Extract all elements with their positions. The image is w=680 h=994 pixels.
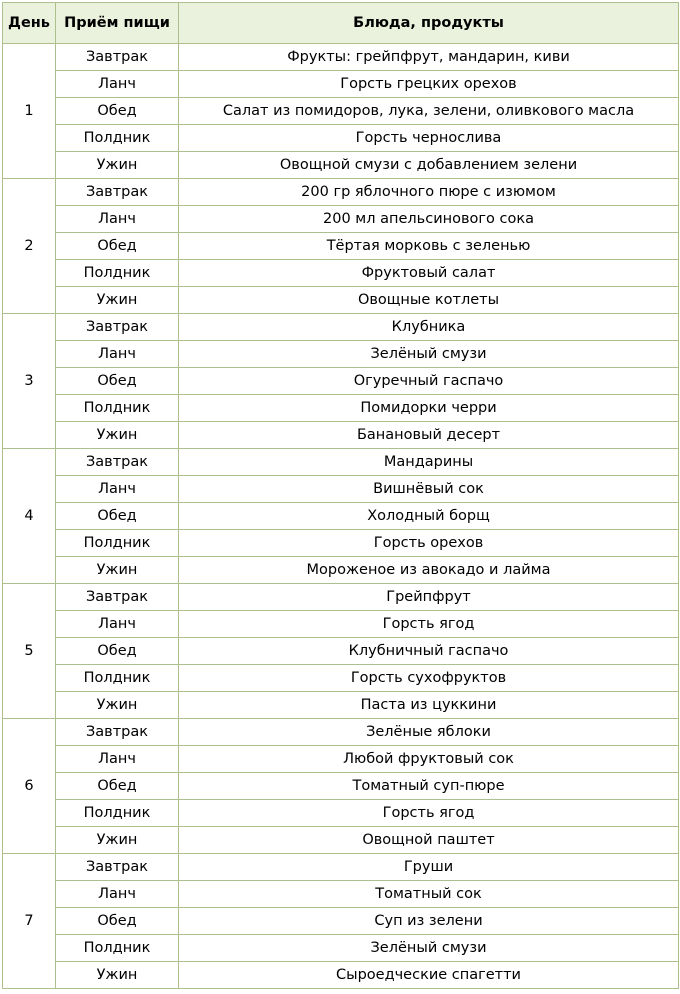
meal-cell: Обед	[56, 233, 179, 260]
meal-cell: Завтрак	[56, 854, 179, 881]
table-row	[3, 908, 679, 935]
table-row	[3, 935, 679, 962]
day-number-cell: 1	[3, 44, 56, 179]
day-number-cell: 3	[3, 314, 56, 449]
meal-cell: Обед	[56, 638, 179, 665]
dish-cell: Салат из помидоров, лука, зелени, оливкового масла	[179, 98, 679, 125]
table-row	[3, 152, 679, 179]
table-row	[3, 476, 679, 503]
table-row	[3, 746, 679, 773]
meal-cell: Полдник	[56, 125, 179, 152]
meal-cell: Ланч	[56, 206, 179, 233]
dish-cell: Фрукты: грейпфрут, мандарин, киви	[179, 44, 679, 71]
dish-cell: Горсть сухофруктов	[179, 665, 679, 692]
table-row	[3, 71, 679, 98]
table-row	[3, 962, 679, 989]
meal-cell: Завтрак	[56, 449, 179, 476]
meal-cell: Обед	[56, 773, 179, 800]
meal-cell: Полдник	[56, 935, 179, 962]
day-number-cell: 6	[3, 719, 56, 854]
dish-cell: Горсть ягод	[179, 611, 679, 638]
table-row	[3, 125, 679, 152]
meal-cell: Ужин	[56, 152, 179, 179]
dish-cell: Мороженое из авокадо и лайма	[179, 557, 679, 584]
dish-cell: Клубника	[179, 314, 679, 341]
table-row	[3, 638, 679, 665]
table-row	[3, 287, 679, 314]
table-row	[3, 422, 679, 449]
table-row	[3, 611, 679, 638]
meal-cell: Ужин	[56, 692, 179, 719]
dish-cell: Зелёные яблоки	[179, 719, 679, 746]
table-row	[3, 665, 679, 692]
meal-cell: Завтрак	[56, 584, 179, 611]
meal-cell: Ужин	[56, 962, 179, 989]
table-row	[3, 341, 679, 368]
dish-cell: Зелёный смузи	[179, 341, 679, 368]
meal-cell: Завтрак	[56, 44, 179, 71]
table-header-row	[3, 3, 679, 44]
table-row	[3, 179, 679, 206]
dish-cell: Сыроедческие спагетти	[179, 962, 679, 989]
meal-cell: Обед	[56, 98, 179, 125]
dish-cell: Горсть ягод	[179, 800, 679, 827]
dish-cell: Зелёный смузи	[179, 935, 679, 962]
dish-cell: Овощной паштет	[179, 827, 679, 854]
dish-cell: Грейпфрут	[179, 584, 679, 611]
meal-cell: Завтрак	[56, 719, 179, 746]
table-row	[3, 314, 679, 341]
dish-cell: Банановый десерт	[179, 422, 679, 449]
dish-cell: Паста из цуккини	[179, 692, 679, 719]
day-number-cell: 4	[3, 449, 56, 584]
dish-cell: Холодный борщ	[179, 503, 679, 530]
dish-cell: Любой фруктовый сок	[179, 746, 679, 773]
header-day: День	[3, 3, 56, 44]
table-body	[3, 44, 679, 989]
table-row	[3, 44, 679, 71]
table-row	[3, 530, 679, 557]
table-row	[3, 827, 679, 854]
dish-cell: Тёртая морковь с зеленью	[179, 233, 679, 260]
table-row	[3, 368, 679, 395]
meal-cell: Ужин	[56, 827, 179, 854]
meal-cell: Ланч	[56, 341, 179, 368]
dish-cell: Горсть чернослива	[179, 125, 679, 152]
meal-cell: Полдник	[56, 665, 179, 692]
meal-cell: Ланч	[56, 746, 179, 773]
table-row	[3, 557, 679, 584]
meal-cell: Обед	[56, 503, 179, 530]
dish-cell: Огуречный гаспачо	[179, 368, 679, 395]
dish-cell: Томатный суп-пюре	[179, 773, 679, 800]
table-row	[3, 773, 679, 800]
meal-cell: Полдник	[56, 260, 179, 287]
meal-cell: Обед	[56, 908, 179, 935]
dish-cell: Томатный сок	[179, 881, 679, 908]
dish-cell: Фруктовый салат	[179, 260, 679, 287]
meal-cell: Ланч	[56, 476, 179, 503]
meal-cell: Полдник	[56, 800, 179, 827]
table-row	[3, 260, 679, 287]
table-row	[3, 233, 679, 260]
dish-cell: Груши	[179, 854, 679, 881]
dish-cell: Вишнёвый сок	[179, 476, 679, 503]
meal-plan-table	[2, 2, 679, 989]
table-row	[3, 395, 679, 422]
day-number-cell: 5	[3, 584, 56, 719]
table-row	[3, 503, 679, 530]
table-row	[3, 98, 679, 125]
table-row	[3, 854, 679, 881]
meal-cell: Обед	[56, 368, 179, 395]
meal-cell: Ужин	[56, 287, 179, 314]
table-row	[3, 449, 679, 476]
header-dish: Блюда, продукты	[179, 3, 679, 44]
table-row	[3, 881, 679, 908]
dish-cell: Мандарины	[179, 449, 679, 476]
meal-cell: Завтрак	[56, 179, 179, 206]
dish-cell: Помидорки черри	[179, 395, 679, 422]
dish-cell: Овощные котлеты	[179, 287, 679, 314]
dish-cell: 200 гр яблочного пюре с изюмом	[179, 179, 679, 206]
meal-cell: Ланч	[56, 881, 179, 908]
dish-cell: Клубничный гаспачо	[179, 638, 679, 665]
meal-cell: Полдник	[56, 530, 179, 557]
dish-cell: 200 мл апельсинового сока	[179, 206, 679, 233]
table-row	[3, 800, 679, 827]
day-number-cell: 7	[3, 854, 56, 989]
meal-cell: Ужин	[56, 422, 179, 449]
meal-cell: Ужин	[56, 557, 179, 584]
dish-cell: Горсть грецких орехов	[179, 71, 679, 98]
table-row	[3, 206, 679, 233]
meal-cell: Завтрак	[56, 314, 179, 341]
dish-cell: Горсть орехов	[179, 530, 679, 557]
dish-cell: Суп из зелени	[179, 908, 679, 935]
header-meal: Приём пищи	[56, 3, 179, 44]
meal-cell: Полдник	[56, 395, 179, 422]
day-number-cell: 2	[3, 179, 56, 314]
table-row	[3, 719, 679, 746]
table-row	[3, 692, 679, 719]
meal-cell: Ланч	[56, 71, 179, 98]
dish-cell: Овощной смузи с добавлением зелени	[179, 152, 679, 179]
meal-cell: Ланч	[56, 611, 179, 638]
table-row	[3, 584, 679, 611]
